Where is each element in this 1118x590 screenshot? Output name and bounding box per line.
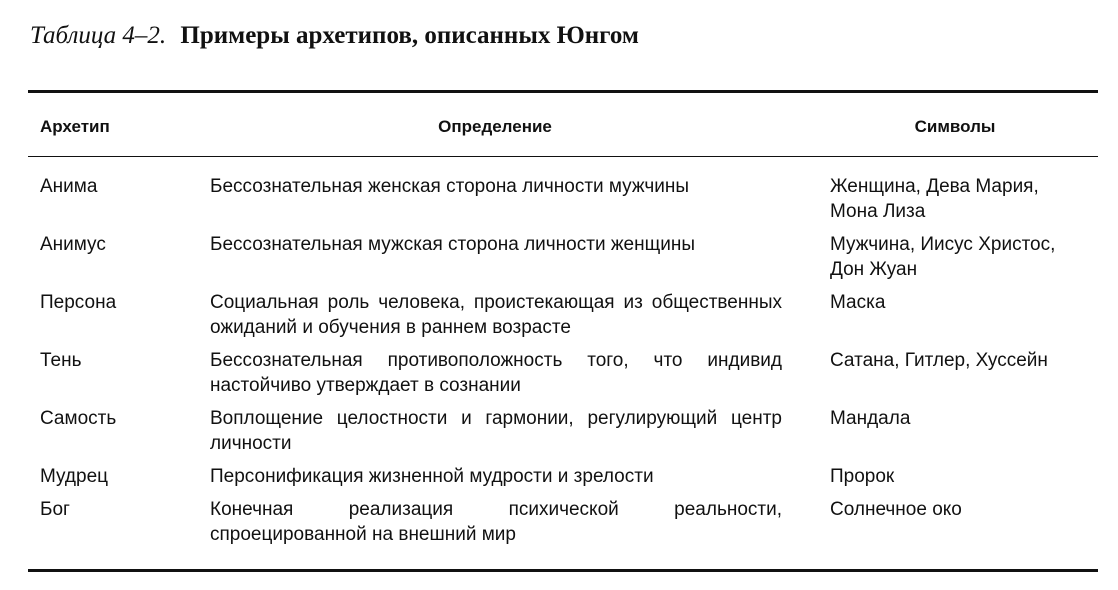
table-top-rule [28,90,1098,93]
symbols-cell: Мандала [830,408,911,429]
symbols-cell: Пророк [830,466,895,487]
definition-cell: Конечная реализация психической реальности, спроецированной на внешний мир [210,499,782,545]
archetype-cell: Тень [40,350,82,371]
table-row [40,497,1090,547]
definition-cell: Бессознательная противоположность того, что индивид настойчиво утверждает в сознании [210,350,782,396]
table-body [40,174,1090,555]
symbols-cell: Сатана, Гитлер, Хуссейн [830,350,1048,371]
column-header-symbols: Символы [914,117,996,136]
table-row [40,290,1090,340]
table-bottom-rule [28,569,1098,572]
table-header-rule [28,156,1098,157]
table-caption [30,22,639,50]
column-header-archetype: Архетип [40,117,110,136]
symbols-cell: Маска [830,292,886,313]
table-row [40,348,1090,398]
definition-cell: Бессознательная мужская сторона личности женщины [210,234,696,255]
table-caption-title: Примеры архетипов, описанных Юнгом [180,22,639,49]
definition-cell: Персонификация жизненной мудрости и зрелости [210,466,654,487]
definition-cell: Социальная роль человека, проистекающая из общественных ожиданий и обучения в раннем возрасте [210,292,782,338]
archetype-cell: Самость [40,408,117,429]
symbols-cell: Мужчина, Иисус Христос, Дон Жуан [830,234,1056,280]
archetype-cell: Персона [40,292,117,313]
symbols-cell: Солнечное око [830,499,962,520]
table-row [40,174,1090,224]
definition-cell: Воплощение целостности и гармонии, регулирующий центр личности [210,408,782,454]
table-row [40,406,1090,456]
archetype-cell: Анима [40,176,98,197]
table-caption-label: Таблица 4–2. [30,22,167,49]
symbols-cell: Женщина, Дева Мария, Мона Лиза [830,176,1039,222]
definition-cell: Бессознательная женская сторона личности мужчины [210,176,690,197]
archetype-cell: Анимус [40,234,106,255]
table-row [40,232,1090,282]
archetype-cell: Бог [40,499,70,520]
table-row [40,464,1090,489]
archetype-cell: Мудрец [40,466,109,487]
column-header-definition: Определение [438,117,552,136]
